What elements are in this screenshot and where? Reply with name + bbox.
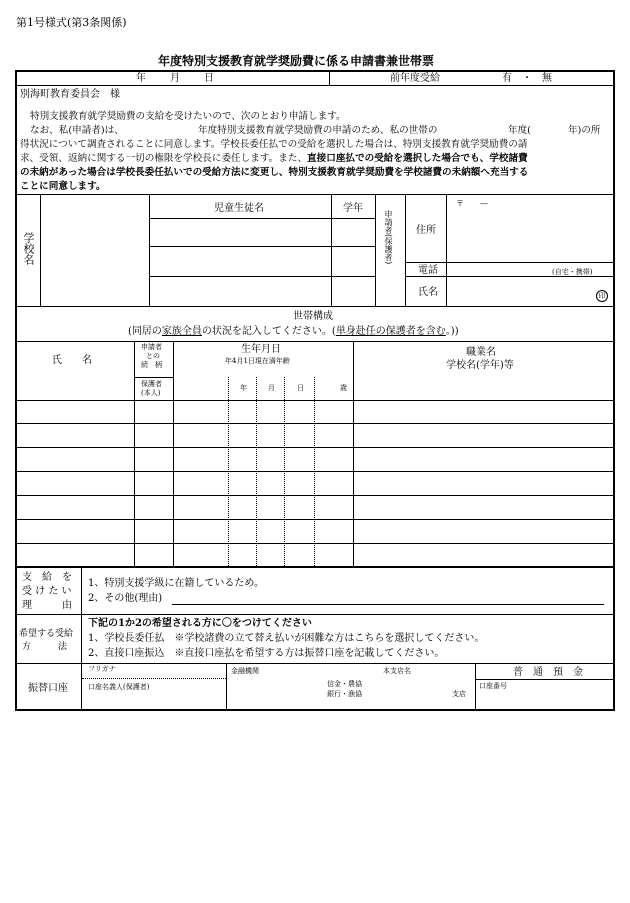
guardian-label-1: 保護者 xyxy=(141,380,162,388)
household-row[interactable] xyxy=(18,378,132,398)
address-label: 住所 xyxy=(416,225,436,236)
col-birth-header: 生年月日 xyxy=(241,344,281,355)
applicant-vertical-label: 申請者(保護者) xyxy=(384,210,393,265)
prev-year-label: 前年度受給 xyxy=(390,73,440,84)
unit-year: 年 xyxy=(240,384,247,392)
student-name-field[interactable] xyxy=(151,220,329,244)
furigana-label: フリガナ xyxy=(88,665,116,673)
household-row[interactable] xyxy=(18,449,612,469)
body-line-4: 求、受領、返納に関する一切の権限を学校長に委任します。また、直接口座払での受給を選択した場合でも、学校諸費 xyxy=(20,153,528,164)
col-relation-header-2: との xyxy=(146,352,160,360)
date-month-label: 月 xyxy=(170,73,180,84)
seal-mark-icon: 印 xyxy=(596,290,608,302)
col-birth-note: 年4月1日現在満年齢 xyxy=(225,357,290,365)
bank-label: 振替口座 xyxy=(28,683,68,694)
account-type: 普 通 預 金 xyxy=(513,667,583,678)
student-name-field[interactable] xyxy=(151,278,329,304)
method-instruction: 下記の1か2の希望される方に〇をつけてください xyxy=(88,618,312,629)
household-row[interactable] xyxy=(18,402,612,422)
household-title: 世帯構成 xyxy=(293,311,333,322)
branch-field[interactable] xyxy=(372,676,450,706)
school-name-field[interactable] xyxy=(44,198,146,302)
method-label-2: 方 法 xyxy=(22,642,68,652)
branch-label: 本支店名 xyxy=(383,667,411,675)
applicant-name-field[interactable] xyxy=(449,278,589,304)
col-name-header: 氏 名 xyxy=(52,355,92,366)
holder-label: 口座名義人(保護者) xyxy=(88,683,150,691)
account-number-field[interactable] xyxy=(478,692,610,707)
grade-header: 学年 xyxy=(343,203,363,214)
date-year-label: 年 xyxy=(136,73,146,84)
body-line-2c: 年度( xyxy=(508,125,531,136)
body-line-2b: 年度特別支援教育就学奨励費の申請のため、私の世帯の xyxy=(198,125,438,136)
body-line-3: 得状況について調査されることに同意します。学校長委任払での受給を選択した場合は、特別支援教育就学奨励費の請 xyxy=(20,139,528,150)
school-name-label: 学校名 xyxy=(22,232,35,265)
grade-field[interactable] xyxy=(333,220,373,304)
method-option-2[interactable]: 2、直接口座振込 ※直接口座払を希望する方は振替口座を記載してください。 xyxy=(88,648,445,659)
household-row[interactable] xyxy=(18,521,612,541)
student-name-field[interactable] xyxy=(151,248,329,274)
household-row[interactable] xyxy=(18,497,612,517)
form-number: 第1号様式(第3条関係) xyxy=(16,16,127,29)
guardian-label-2: (本人) xyxy=(141,389,161,397)
body-line-6: ことに同意します。 xyxy=(20,181,106,192)
body-line-2a: なお、私(申請者)は、 xyxy=(30,125,124,136)
form-title: 年度特別支援教育就学奨励費に係る申請書兼世帯票 xyxy=(158,54,435,68)
prev-year-options[interactable]: 有 ・ 無 xyxy=(502,73,552,84)
household-row[interactable] xyxy=(18,545,612,564)
body-line-2d: 年)の所 xyxy=(568,125,601,136)
student-name-header: 児童生徒名 xyxy=(214,203,264,214)
holder-name-field[interactable] xyxy=(84,692,224,707)
address-field[interactable] xyxy=(449,208,611,260)
account-number-label: 口座番号 xyxy=(479,682,507,690)
household-subtitle: (同居の家族全員の状況を記入してください。(単身赴任の保護者を含む。)) xyxy=(128,326,459,337)
household-row[interactable] xyxy=(18,473,612,493)
date-day-label: 日 xyxy=(204,73,214,84)
body-line-5: の未納があった場合は学校長委任払いでの受給方法に変更し、特別支援教育就学奨励費を学校諸費の未納額へ充当する xyxy=(20,167,529,178)
method-label-1: 希望する受給 xyxy=(19,629,74,639)
body-line-1: 特別支援教育就学奨励費の支給を受けたいので、次のとおり申請します。 xyxy=(30,111,346,122)
addressee: 別海町教育委員会 様 xyxy=(20,89,120,100)
col-job-header-1: 職業名 xyxy=(466,347,496,358)
unit-day: 日 xyxy=(297,384,304,392)
reason-option-1[interactable]: 1、特別支援学級に在籍しているため。 xyxy=(88,578,264,589)
household-row[interactable] xyxy=(18,425,612,445)
institution-field[interactable] xyxy=(230,676,325,706)
institution-types-2: 銀行・漁協 xyxy=(327,690,362,698)
postal-mark: 〒 — xyxy=(456,199,488,208)
reason-label-2: 受 け た い xyxy=(22,586,72,597)
institution-label: 金融機関 xyxy=(231,667,259,675)
method-option-1[interactable]: 1、学校長委任払 ※学校諸費の立て替え払いが困難な方はこちらを選択してください。 xyxy=(88,633,485,644)
reason-label-3: 理 由 xyxy=(22,600,72,611)
phone-field[interactable] xyxy=(449,263,549,275)
reason-option-2[interactable]: 2、その他(理由) xyxy=(88,593,163,604)
reason-label-1: 支 給 を xyxy=(22,572,72,583)
phone-note: (自宅・携帯) xyxy=(552,268,593,276)
unit-age: 歳 xyxy=(340,384,347,392)
col-relation-header-3: 続 柄 xyxy=(141,361,162,369)
unit-month: 月 xyxy=(268,384,275,392)
institution-types-1: 信金・農協 xyxy=(327,680,362,688)
col-relation-header-1: 申請者 xyxy=(141,343,162,351)
branch-suffix: 支店 xyxy=(452,690,466,698)
phone-label: 電話 xyxy=(418,265,438,276)
name-label: 氏名 xyxy=(418,287,438,298)
col-job-header-2: 学校名(学年)等 xyxy=(446,360,514,371)
